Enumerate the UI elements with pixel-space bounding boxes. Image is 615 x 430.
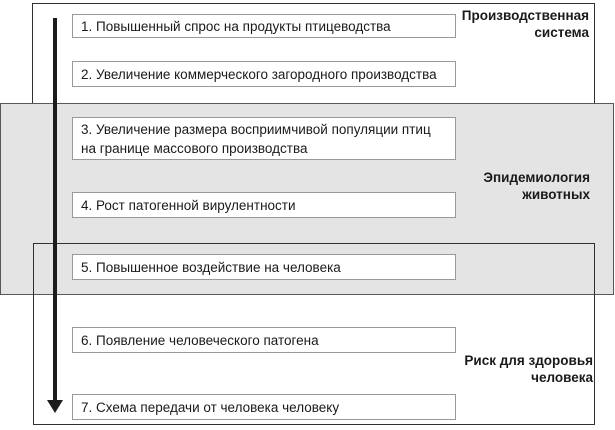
- step-box-3: 3. Увеличение размера восприимчивой популяции птиц на границе массового производства: [72, 117, 456, 160]
- section-label-production-system: Производственная система: [461, 8, 589, 40]
- step-box-6: 6. Появление человеческого патогена: [72, 327, 456, 353]
- section-label-animal-epidemiology: Эпидемиология животных: [483, 170, 590, 202]
- step-box-7: 7. Схема передачи от человека человеку: [72, 394, 456, 420]
- arrow-down-icon: [47, 400, 63, 413]
- step-box-4: 4. Рост патогенной вирулентности: [72, 192, 456, 218]
- step-box-1: 1. Повышенный спрос на продукты птицеводства: [72, 14, 456, 38]
- step-box-2: 2. Увеличение коммерческого загородного производства: [72, 61, 456, 87]
- flow-arrow-line: [53, 18, 57, 401]
- section-label-human-health-risk: Риск для здоровья человека: [464, 353, 593, 385]
- step-box-5: 5. Повышенное воздействие на человека: [72, 254, 456, 280]
